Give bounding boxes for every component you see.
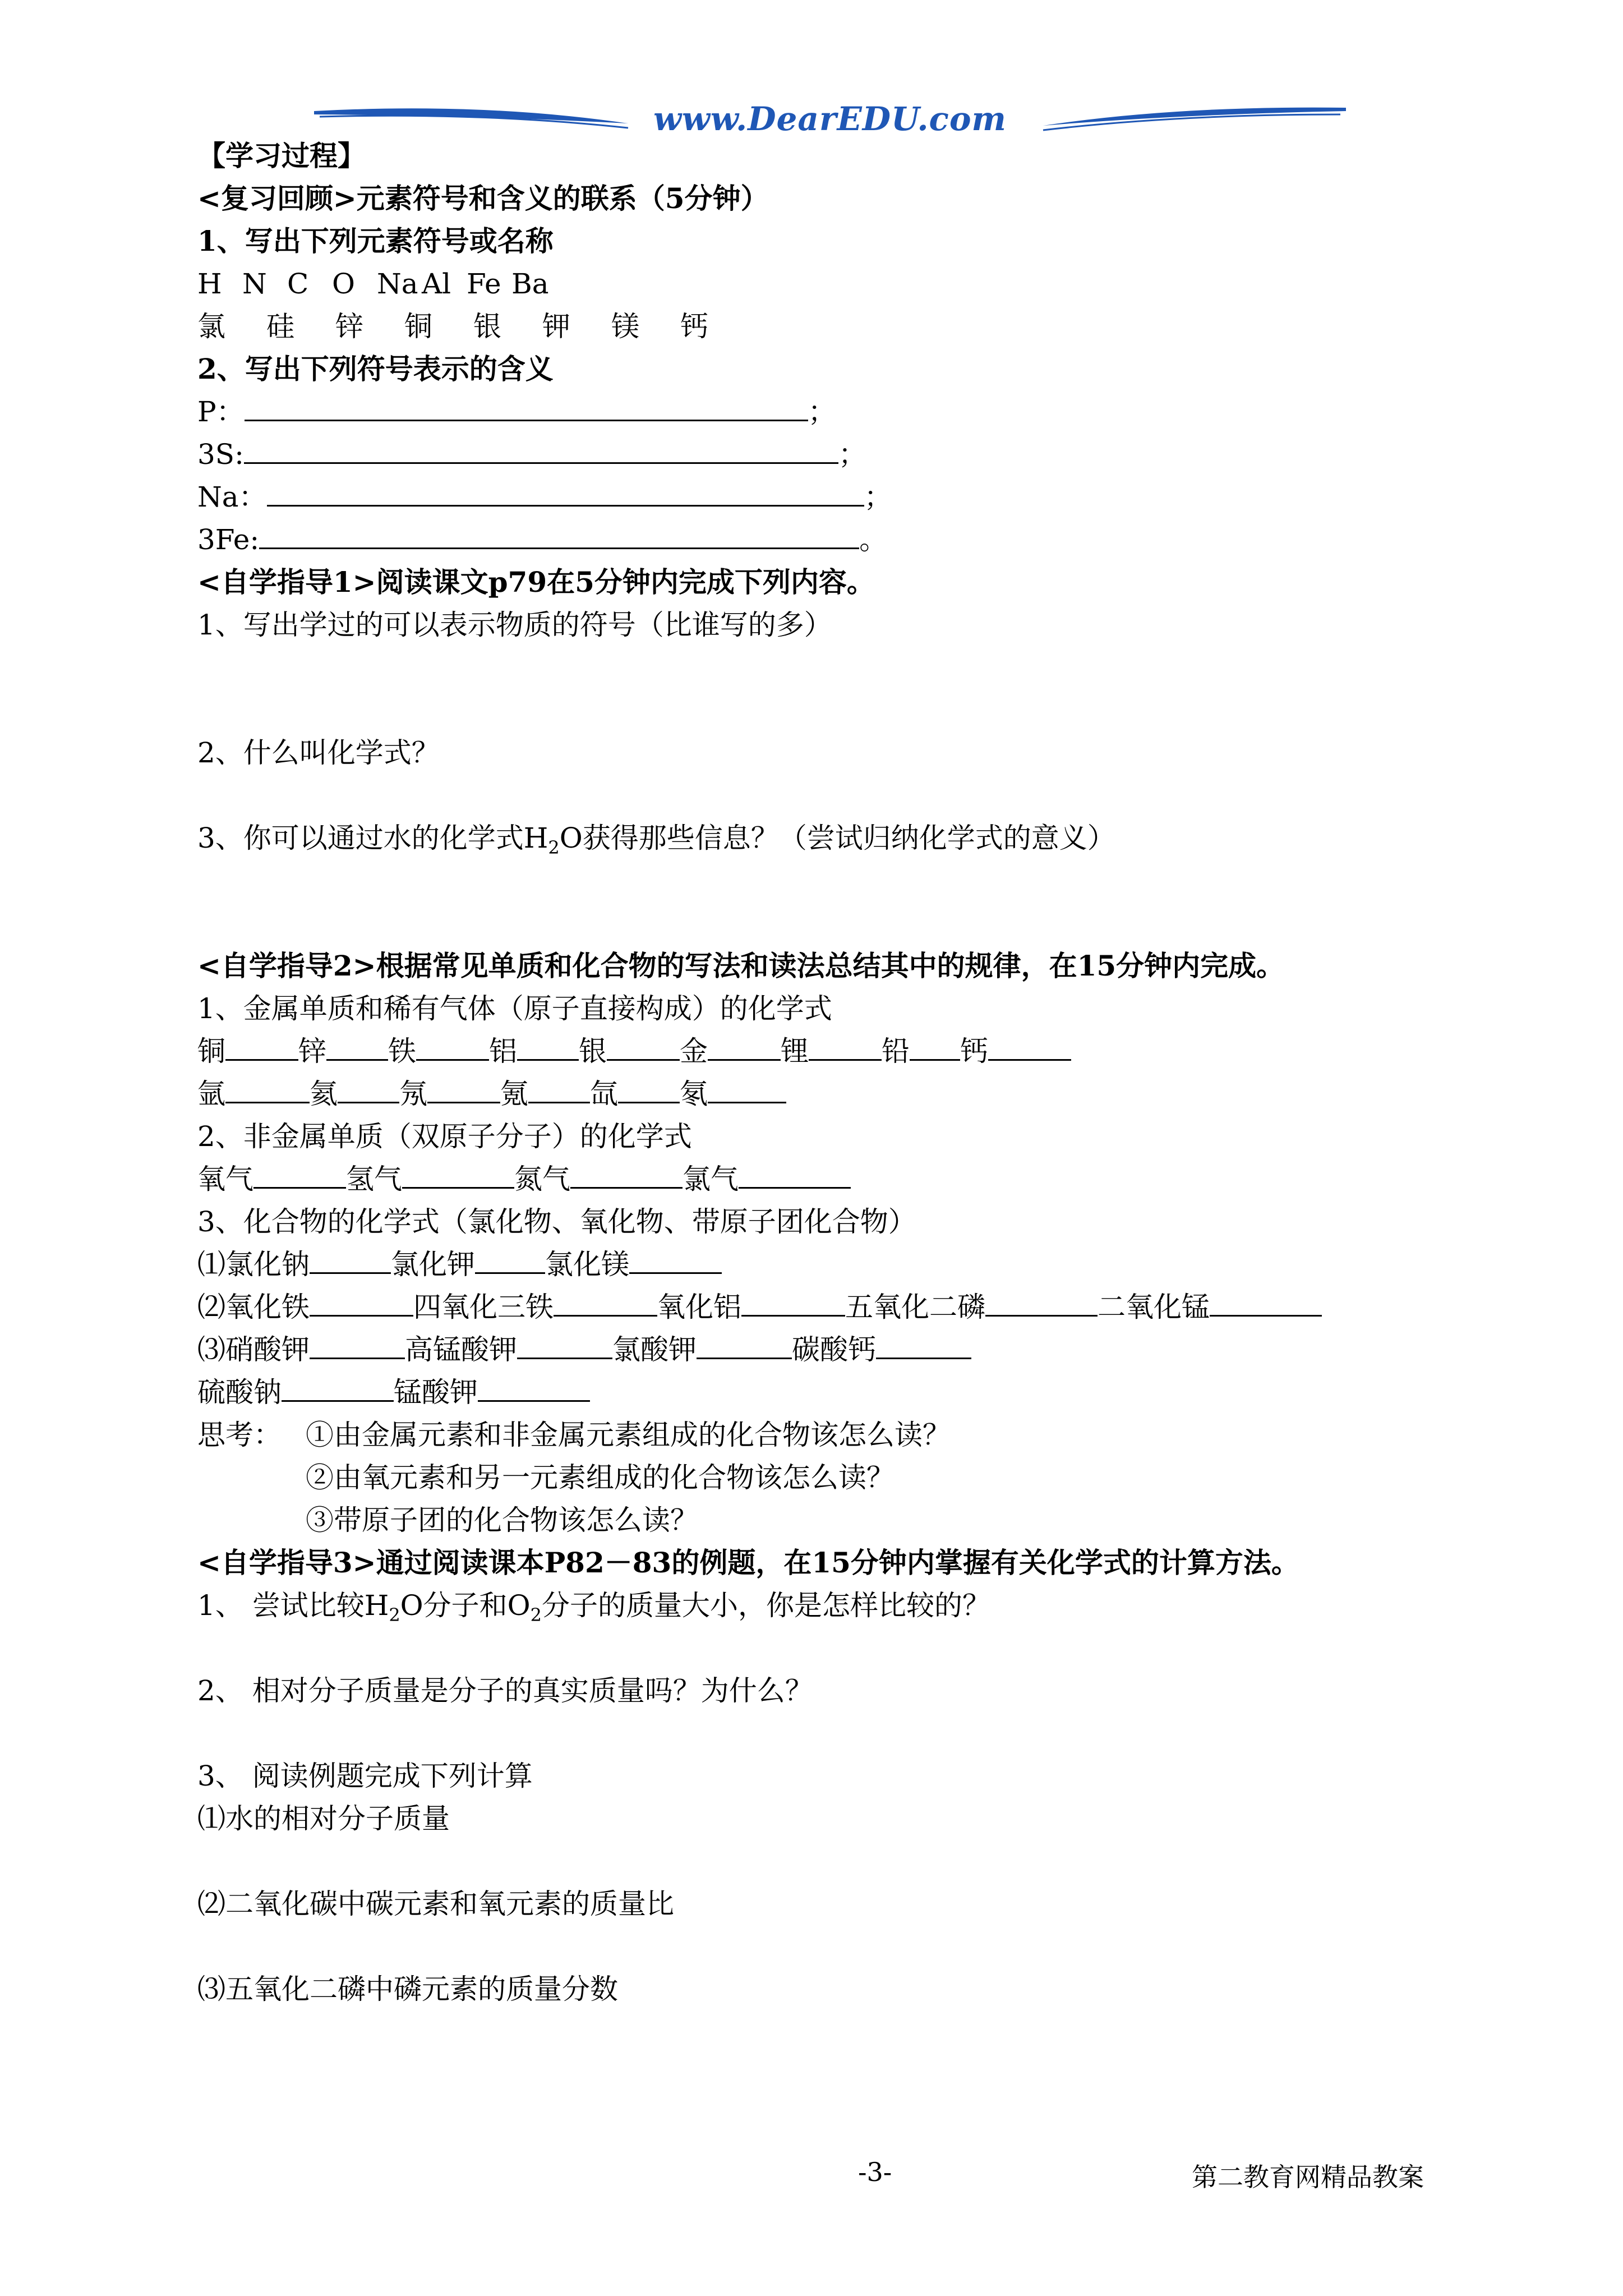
- answer-blank[interactable]: [570, 1163, 683, 1189]
- answer-blank[interactable]: [618, 1078, 680, 1103]
- think-row: [197, 1414, 1431, 1456]
- meaning-end: ；: [808, 395, 836, 428]
- fill-label: 四氧化三铁: [413, 1291, 554, 1323]
- element-symbol: Al: [422, 268, 451, 300]
- guide3-q1-text: O分子和O: [400, 1589, 531, 1622]
- subscript: 2: [530, 1604, 542, 1626]
- fill-label: 氮气: [514, 1163, 570, 1195]
- fill-label: 二氧化锰: [1098, 1291, 1210, 1323]
- fill-label: 银: [579, 1035, 607, 1068]
- section-title: 【学习过程】: [197, 139, 366, 172]
- answer-blank[interactable]: [985, 1291, 1098, 1317]
- fill-label: 硝酸钾: [225, 1333, 310, 1366]
- think-label: 思考：: [197, 1419, 282, 1451]
- fill-label: 锰酸钾: [394, 1376, 478, 1409]
- fill-label: 氖: [399, 1078, 427, 1110]
- guide1-q2: 2、什么叫化学式？: [197, 737, 440, 769]
- fill-label: 铜: [197, 1035, 225, 1068]
- guide1-q3-text: O获得那些信息？（尝试归纳化学式的意义）: [559, 822, 1115, 854]
- fill-label: 五氧化二磷: [845, 1291, 985, 1323]
- main-content: [197, 135, 1431, 2010]
- salt-row-2: [197, 1371, 1431, 1414]
- guide2-s3: 3、化合物的化学式（氯化物、氧化物、带原子团化合物）: [197, 1205, 916, 1238]
- review-q2: 2、写出下列符号表示的含义: [197, 352, 554, 385]
- item-prefix: ⑶: [197, 1333, 225, 1366]
- guide1-q1: 1、写出学过的可以表示物质的符号（比谁写的多）: [197, 609, 832, 641]
- meaning-row: [197, 433, 1431, 476]
- answer-blank[interactable]: [478, 1377, 590, 1402]
- meaning-end: ；: [838, 438, 866, 471]
- answer-blank[interactable]: [475, 1249, 545, 1274]
- fill-label: 氙: [590, 1078, 618, 1110]
- element-symbol: H: [197, 268, 222, 300]
- element-symbol: Fe: [467, 268, 501, 300]
- guide3-q1-text: 1、 尝试比较H: [197, 1589, 389, 1622]
- answer-blank[interactable]: [741, 1291, 845, 1317]
- guide3-heading: <自学指导3>通过阅读课本P82－83的例题，在15分钟内掌握有关化学式的计算方法。: [197, 1546, 1299, 1579]
- footer-brand: 第二教育网精品教案: [1192, 2162, 1424, 2192]
- calc-item: ⑶五氧化二磷中磷元素的质量分数: [197, 1973, 618, 2005]
- calc-item: ⑵二氧化碳中碳元素和氧元素的质量比: [197, 1888, 674, 1920]
- answer-blank[interactable]: [708, 1078, 786, 1103]
- calc-item: ⑴水的相对分子质量: [197, 1802, 450, 1835]
- answer-blank[interactable]: [338, 1078, 399, 1103]
- answer-blank[interactable]: [876, 1334, 971, 1359]
- answer-blank[interactable]: [988, 1036, 1071, 1061]
- answer-blank[interactable]: [225, 1078, 310, 1103]
- element-name: 锌: [335, 310, 363, 343]
- fill-label: 金: [680, 1035, 708, 1068]
- fill-label: 氩: [197, 1078, 225, 1110]
- fill-label: 铅: [882, 1035, 910, 1068]
- fill-label: 硫酸钠: [197, 1376, 282, 1409]
- subscript: 2: [548, 837, 560, 858]
- diatomic-row: [197, 1158, 1431, 1200]
- meaning-label: 3Fe:: [197, 523, 260, 556]
- fill-label: 氯酸钾: [612, 1333, 697, 1366]
- element-symbol: O: [332, 268, 355, 300]
- element-name: 钙: [680, 310, 708, 343]
- answer-blank[interactable]: [310, 1249, 391, 1274]
- answer-blank[interactable]: [259, 524, 859, 549]
- fill-label: 氡: [680, 1078, 708, 1110]
- answer-blank[interactable]: [708, 1036, 781, 1061]
- answer-blank[interactable]: [607, 1036, 680, 1061]
- fill-label: 氯化钾: [391, 1248, 475, 1281]
- item-prefix: ⑵: [197, 1291, 225, 1323]
- fill-label: 氢气: [346, 1163, 402, 1195]
- gas-row: [197, 1073, 1431, 1115]
- meaning-label: Na：: [197, 481, 267, 513]
- answer-blank[interactable]: [244, 439, 838, 464]
- answer-blank[interactable]: [809, 1036, 882, 1061]
- salt-row: [197, 1328, 1431, 1371]
- element-name: 镁: [611, 310, 639, 343]
- think-item: ③带原子团的化合物该怎么读？: [306, 1504, 698, 1536]
- answer-blank[interactable]: [629, 1249, 722, 1274]
- answer-blank[interactable]: [739, 1163, 851, 1189]
- answer-blank[interactable]: [416, 1036, 489, 1061]
- fill-label: 氦: [310, 1078, 338, 1110]
- fill-label: 氯化钠: [225, 1248, 310, 1281]
- answer-blank[interactable]: [245, 396, 808, 421]
- review-heading: <复习回顾>元素符号和含义的联系（5分钟）: [197, 182, 769, 215]
- fill-label: 氪: [500, 1078, 528, 1110]
- fill-label: 铁: [388, 1035, 416, 1068]
- meaning-row: [197, 518, 1431, 561]
- fill-label: 高锰酸钾: [405, 1333, 517, 1366]
- guide2-heading: <自学指导2>根据常见单质和化合物的写法和读法总结其中的规律，在15分钟内完成。: [197, 949, 1285, 982]
- meaning-end: ；: [864, 481, 892, 513]
- element-name: 银: [473, 310, 501, 343]
- subscript: 2: [389, 1604, 400, 1626]
- answer-blank[interactable]: [1210, 1291, 1322, 1317]
- fill-label: 氯气: [683, 1163, 739, 1195]
- element-name-row: [197, 305, 1431, 348]
- fill-label: 碳酸钙: [792, 1333, 876, 1366]
- element-name: 钾: [542, 310, 570, 343]
- item-prefix: ⑴: [197, 1248, 225, 1281]
- guide3-q2: 2、 相对分子质量是分子的真实质量吗？为什么？: [197, 1674, 813, 1707]
- guide1-heading: <自学指导1>阅读课文p79在5分钟内完成下列内容。: [197, 565, 875, 599]
- answer-blank[interactable]: [267, 481, 864, 507]
- meaning-label: 3S:: [197, 438, 244, 471]
- think-item: ①由金属元素和非金属元素组成的化合物该怎么读？: [306, 1419, 951, 1451]
- answer-blank[interactable]: [402, 1163, 514, 1189]
- answer-blank[interactable]: [554, 1291, 657, 1317]
- element-symbol: C: [287, 268, 309, 300]
- answer-blank[interactable]: [310, 1334, 405, 1359]
- answer-blank[interactable]: [427, 1078, 500, 1103]
- element-name: 铜: [404, 310, 432, 343]
- guide3-q1-text: 分子的质量大小，你是怎样比较的？: [542, 1589, 991, 1622]
- element-symbol: N: [242, 268, 267, 300]
- meaning-label: P：: [197, 395, 245, 428]
- answer-blank[interactable]: [326, 1036, 388, 1061]
- answer-blank[interactable]: [517, 1036, 579, 1061]
- guide2-s1: 1、金属单质和稀有气体（原子直接构成）的化学式: [197, 992, 832, 1025]
- answer-blank[interactable]: [697, 1334, 792, 1359]
- meaning-row: [197, 476, 1431, 518]
- page-number: -3-: [858, 2157, 892, 2187]
- oxide-row: [197, 1286, 1431, 1328]
- fill-label: 铝: [489, 1035, 517, 1068]
- metal-row: [197, 1030, 1431, 1073]
- site-logo-text: www.DearEDU.com: [653, 100, 1007, 138]
- answer-blank[interactable]: [253, 1163, 346, 1189]
- answer-blank[interactable]: [310, 1291, 413, 1317]
- fill-label: 氧气: [197, 1163, 253, 1195]
- fill-label: 钙: [960, 1035, 988, 1068]
- answer-blank[interactable]: [517, 1334, 612, 1359]
- think-item: ②由氧元素和另一元素组成的化合物该怎么读？: [306, 1461, 895, 1494]
- guide3-q1: [197, 1584, 1431, 1627]
- guide3-q3: 3、 阅读例题完成下列计算: [197, 1760, 533, 1792]
- chloride-row: [197, 1243, 1431, 1286]
- element-name: 硅: [266, 310, 294, 343]
- fill-label: 氧化铁: [225, 1291, 310, 1323]
- meaning-end: 。: [859, 523, 888, 556]
- answer-blank[interactable]: [528, 1078, 590, 1103]
- meaning-row: [197, 390, 1431, 433]
- review-q1: 1、写出下列元素符号或名称: [197, 224, 554, 257]
- guide2-s2: 2、非金属单质（双原子分子）的化学式: [197, 1120, 692, 1153]
- answer-blank[interactable]: [910, 1036, 960, 1061]
- guide1-q3: [197, 817, 1431, 859]
- answer-blank[interactable]: [225, 1036, 298, 1061]
- fill-label: 锂: [781, 1035, 809, 1068]
- element-symbol: Ba: [511, 268, 549, 300]
- element-name: 氯: [197, 310, 225, 343]
- element-symbol-row: [197, 263, 1431, 305]
- fill-label: 氧化铝: [657, 1291, 741, 1323]
- answer-blank[interactable]: [282, 1377, 394, 1402]
- guide1-q3-text: 3、你可以通过水的化学式H: [197, 822, 548, 854]
- element-symbol: Na: [377, 268, 418, 300]
- fill-label: 氯化镁: [545, 1248, 629, 1281]
- fill-label: 锌: [298, 1035, 326, 1068]
